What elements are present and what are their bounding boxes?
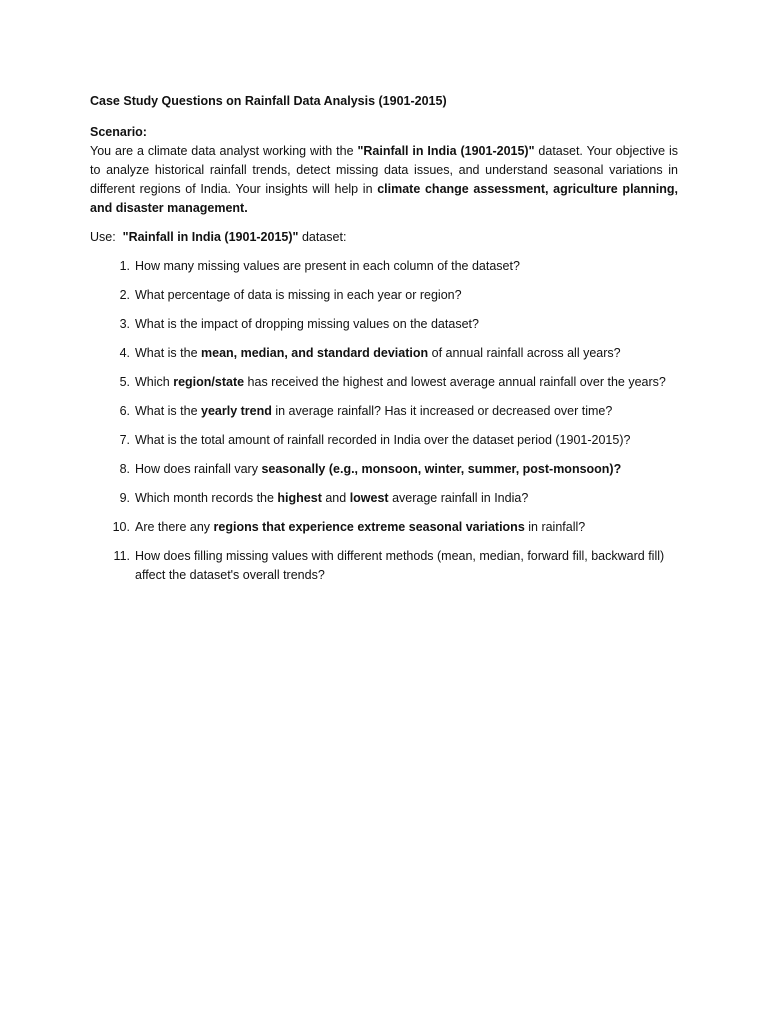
question-text-part: and <box>321 491 350 505</box>
question-item <box>90 489 678 508</box>
question-number: 3. <box>119 317 130 331</box>
question-number: 4. <box>119 346 130 360</box>
question-text <box>135 549 664 582</box>
use-label: Use: <box>90 230 123 244</box>
question-text <box>135 317 479 331</box>
question-text <box>135 520 585 534</box>
scenario-text-1: You are a climate data analyst working with the <box>90 144 358 158</box>
question-text <box>135 288 462 302</box>
question-emphasis: regions that experience extreme seasonal variations <box>213 520 525 534</box>
question-text <box>135 259 520 273</box>
use-suffix: dataset: <box>298 230 347 244</box>
question-text-part: Which <box>135 375 174 389</box>
question-text-part: Which month records the <box>135 491 278 505</box>
question-text <box>135 491 528 505</box>
question-text-part: in rainfall? <box>524 520 586 534</box>
question-emphasis: lowest <box>349 491 389 505</box>
question-text <box>135 375 666 389</box>
question-item <box>90 344 678 363</box>
question-item <box>90 518 678 537</box>
question-text-part: of annual rainfall across all years? <box>428 346 621 360</box>
question-number: 8. <box>119 462 130 476</box>
question-emphasis: seasonally (e.g., monsoon, winter, summer, post-monsoon)? <box>261 462 622 476</box>
scenario-text-2: dataset. Your objective is to analyze historical rainfall trends, detect missing data issues, and understand seasonal variations in different regions of India. Your insights will help in <box>90 144 679 196</box>
question-item <box>90 547 678 585</box>
scenario-heading: Scenario: <box>90 125 147 139</box>
question-item <box>90 315 678 334</box>
question-emphasis: region/state <box>173 375 245 389</box>
question-emphasis: mean, median, and standard deviation <box>201 346 429 360</box>
question-number: 5. <box>119 375 130 389</box>
question-text-part: What percentage of data is missing in each year or region? <box>135 288 462 302</box>
question-text-part: How does rainfall vary <box>135 462 262 476</box>
question-text-part: average rainfall in India? <box>388 491 529 505</box>
question-number: 1. <box>119 259 130 273</box>
insights-emphasis: climate change assessment, agriculture planning, and disaster management. <box>90 182 678 215</box>
question-text-part: has received the highest and lowest average annual rainfall over the years? <box>244 375 666 389</box>
question-text-part: What is the <box>135 404 201 418</box>
document-page <box>90 92 678 595</box>
scenario-paragraph <box>90 142 678 218</box>
question-number: 11. <box>113 549 130 563</box>
question-text <box>135 462 621 476</box>
question-item <box>90 460 678 479</box>
question-item <box>90 431 678 450</box>
question-item <box>90 257 678 276</box>
question-number: 7. <box>119 433 130 447</box>
question-number: 6. <box>119 404 130 418</box>
question-number: 10. <box>112 520 130 534</box>
question-text <box>135 433 630 447</box>
question-text-part: How does filling missing values with different methods (mean, median, forward fill, backward fill) affect the dataset's overall trends? <box>135 549 665 582</box>
question-emphasis: yearly trend <box>201 404 272 418</box>
question-item <box>90 402 678 421</box>
dataset-name-emphasis: "Rainfall in India (1901-2015)" <box>357 144 535 158</box>
question-text <box>135 404 612 418</box>
question-text-part: Are there any <box>135 520 214 534</box>
question-item <box>90 286 678 305</box>
question-emphasis: highest <box>277 491 322 505</box>
question-item <box>90 373 678 392</box>
question-text <box>135 346 621 360</box>
question-number: 9. <box>119 491 130 505</box>
question-list <box>90 257 678 585</box>
question-text-part: in average rainfall? Has it increased or decreased over time? <box>271 404 613 418</box>
question-text-part: How many missing values are present in each column of the dataset? <box>135 259 520 273</box>
document-title: Case Study Questions on Rainfall Data Analysis (1901-2015) <box>90 94 447 108</box>
use-dataset-line <box>90 228 678 247</box>
question-text-part: What is the <box>135 346 201 360</box>
question-text-part: What is the impact of dropping missing values on the dataset? <box>135 317 479 331</box>
question-number: 2. <box>119 288 130 302</box>
question-text-part: What is the total amount of rainfall recorded in India over the dataset period (1901-2015)? <box>135 433 631 447</box>
use-dataset-name: "Rainfall in India (1901-2015)" <box>122 230 299 244</box>
